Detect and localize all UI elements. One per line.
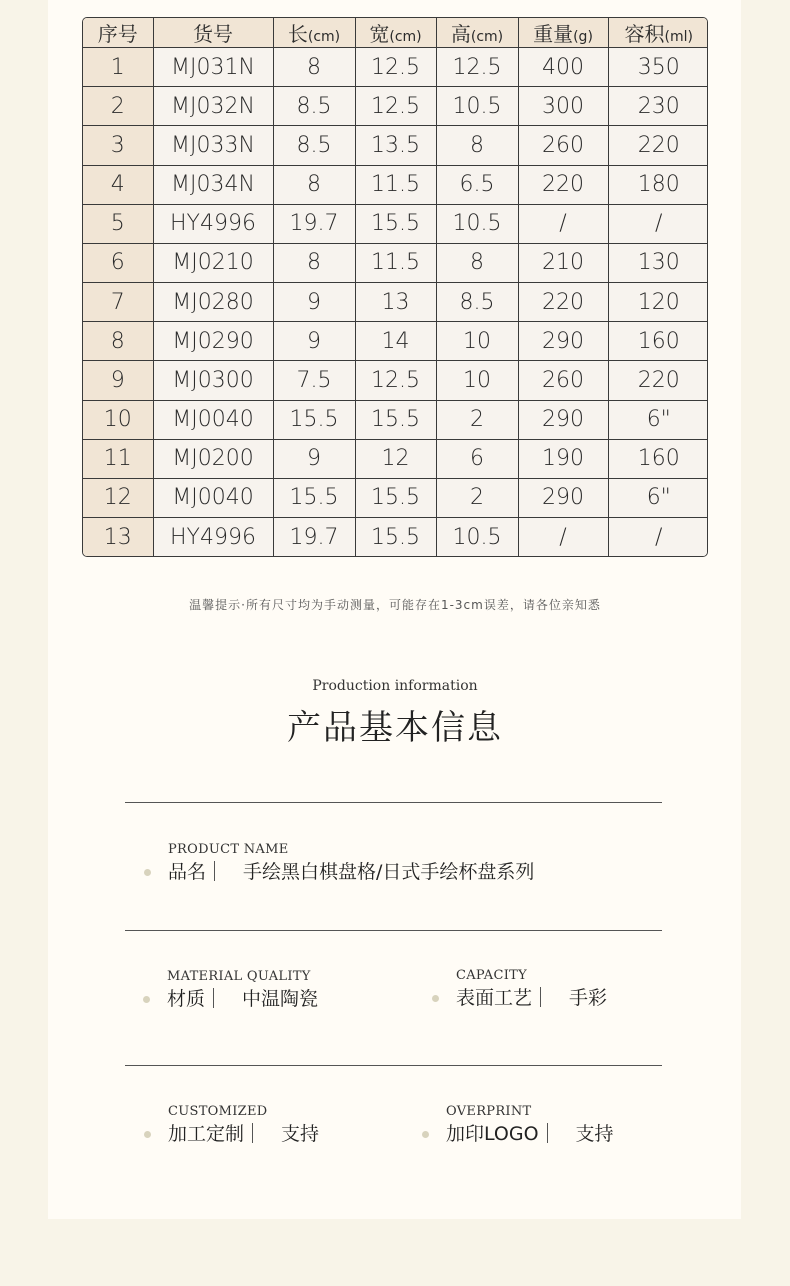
table-cell: MJ033N xyxy=(153,126,273,165)
table-cell: 7.5 xyxy=(273,361,355,400)
header-label: 容积 xyxy=(624,22,665,46)
bullet-icon xyxy=(143,996,150,1003)
section-title: 产品基本信息 xyxy=(287,708,503,748)
table-cell: 15.5 xyxy=(355,518,436,556)
table-cell: 11 xyxy=(83,439,153,478)
info-label: 加工定制 xyxy=(168,1123,245,1145)
table-row xyxy=(83,243,708,282)
table-cell: MJ0300 xyxy=(153,361,273,400)
table-cell: 15.5 xyxy=(355,204,436,243)
separator xyxy=(213,988,214,1008)
separator xyxy=(252,1123,253,1143)
table-cell: MJ0040 xyxy=(153,478,273,517)
table-cell: 8 xyxy=(273,165,355,204)
table-cell: 220 xyxy=(608,361,708,400)
header-label: 长 xyxy=(287,22,308,46)
table-header-row xyxy=(83,18,708,48)
table-header-cell xyxy=(83,18,153,48)
table-cell: 10 xyxy=(436,322,518,361)
separator xyxy=(547,1123,548,1143)
info-value: 手彩 xyxy=(569,987,608,1009)
table-cell: 6.5 xyxy=(436,165,518,204)
info-label-en: CUSTOMIZED xyxy=(168,1104,268,1119)
table-cell: 12 xyxy=(83,478,153,517)
table-cell: MJ032N xyxy=(153,87,273,126)
bullet-icon xyxy=(144,1131,151,1138)
header-unit: (cm) xyxy=(470,29,504,45)
header-unit: (cm) xyxy=(389,29,422,45)
table-header-cell xyxy=(608,18,708,48)
info-label-en: OVERPRINT xyxy=(446,1104,532,1119)
measurement-tip: 温馨提示·所有尺寸均为手动测量，可能存在1-3cm误差，请各位亲知悉 xyxy=(189,598,601,612)
info-label: 加印LOGO xyxy=(446,1123,539,1145)
table-cell: 13 xyxy=(355,283,436,322)
table-cell: 350 xyxy=(608,48,708,87)
table-row xyxy=(83,518,708,556)
table-row xyxy=(83,439,708,478)
bullet-icon xyxy=(432,995,439,1002)
table-cell: MJ034N xyxy=(153,165,273,204)
table-cell: 1 xyxy=(83,48,153,87)
info-value: 手绘黑白棋盘格/日式手绘杯盘系列 xyxy=(243,861,535,883)
header-label: 重量 xyxy=(533,22,574,46)
table-cell: 8 xyxy=(436,243,518,282)
table-cell: 120 xyxy=(608,283,708,322)
table-row xyxy=(83,126,708,165)
table-cell: 3 xyxy=(83,126,153,165)
table-cell: 12.5 xyxy=(355,48,436,87)
table-cell: / xyxy=(608,204,708,243)
table-cell: 15.5 xyxy=(355,478,436,517)
table-cell: MJ0210 xyxy=(153,243,273,282)
table-cell: 5 xyxy=(83,204,153,243)
info-line xyxy=(456,985,607,1011)
table-cell: 12 xyxy=(355,439,436,478)
table-cell: 10 xyxy=(436,361,518,400)
table-row xyxy=(83,165,708,204)
header-label: 序号 xyxy=(97,22,138,46)
table-cell: 10.5 xyxy=(436,87,518,126)
size-table-grid xyxy=(83,18,708,556)
table-cell: 6 xyxy=(436,439,518,478)
table-cell: 210 xyxy=(518,243,608,282)
info-line xyxy=(168,1121,319,1147)
table-cell: 220 xyxy=(608,126,708,165)
table-cell: 19.7 xyxy=(273,518,355,556)
size-table xyxy=(82,17,708,557)
table-cell: 14 xyxy=(355,322,436,361)
table-cell: 2 xyxy=(436,400,518,439)
table-header-cell xyxy=(273,18,355,48)
info-capacity xyxy=(456,967,607,1011)
divider xyxy=(125,1065,662,1066)
table-cell: 19.7 xyxy=(273,204,355,243)
info-line xyxy=(167,986,318,1012)
table-cell: / xyxy=(518,518,608,556)
table-cell: 300 xyxy=(518,87,608,126)
table-cell: 11.5 xyxy=(355,165,436,204)
table-cell: 130 xyxy=(608,243,708,282)
info-value: 支持 xyxy=(575,1123,614,1145)
table-row xyxy=(83,361,708,400)
info-material xyxy=(167,968,318,1012)
table-row xyxy=(83,204,708,243)
bullet-icon xyxy=(144,869,151,876)
table-row xyxy=(83,283,708,322)
info-value: 支持 xyxy=(281,1123,320,1145)
table-cell: 290 xyxy=(518,322,608,361)
header-unit: (ml) xyxy=(664,29,693,45)
table-cell: MJ0200 xyxy=(153,439,273,478)
header-unit: (g) xyxy=(573,29,593,45)
info-line xyxy=(168,859,534,885)
info-label: 材质 xyxy=(167,988,206,1010)
table-cell: / xyxy=(608,518,708,556)
table-header-cell xyxy=(436,18,518,48)
divider xyxy=(125,930,662,931)
table-cell: 190 xyxy=(518,439,608,478)
header-label: 高 xyxy=(450,22,471,46)
table-header-cell xyxy=(518,18,608,48)
info-product-name xyxy=(168,841,534,885)
table-cell: 160 xyxy=(608,322,708,361)
table-cell: 10 xyxy=(83,400,153,439)
table-cell: 15.5 xyxy=(355,400,436,439)
table-cell: 8.5 xyxy=(273,126,355,165)
separator xyxy=(214,861,215,881)
info-label-en: MATERIAL QUALITY xyxy=(167,969,311,984)
table-cell: 180 xyxy=(608,165,708,204)
table-cell: 8 xyxy=(273,48,355,87)
table-cell: 13 xyxy=(83,518,153,556)
table-cell: 15.5 xyxy=(273,478,355,517)
table-cell: 9 xyxy=(83,361,153,400)
table-cell: HY4996 xyxy=(153,518,273,556)
table-cell: 8 xyxy=(83,322,153,361)
info-label: 表面工艺 xyxy=(456,987,533,1009)
info-label-en: PRODUCT NAME xyxy=(168,842,289,857)
table-cell: MJ031N xyxy=(153,48,273,87)
table-header-cell xyxy=(355,18,436,48)
table-cell: 15.5 xyxy=(273,400,355,439)
info-line xyxy=(446,1121,614,1147)
table-cell: 160 xyxy=(608,439,708,478)
table-cell: 230 xyxy=(608,87,708,126)
bullet-icon xyxy=(422,1131,429,1138)
table-row xyxy=(83,478,708,517)
table-cell: 220 xyxy=(518,283,608,322)
table-cell: / xyxy=(518,204,608,243)
header-label: 宽 xyxy=(369,22,390,46)
info-overprint xyxy=(446,1103,614,1147)
table-row xyxy=(83,87,708,126)
table-cell: 4 xyxy=(83,165,153,204)
table-row xyxy=(83,400,708,439)
table-cell: 6" xyxy=(608,400,708,439)
table-cell: 10.5 xyxy=(436,204,518,243)
table-header-cell xyxy=(153,18,273,48)
table-cell: 9 xyxy=(273,439,355,478)
table-cell: HY4996 xyxy=(153,204,273,243)
table-cell: MJ0040 xyxy=(153,400,273,439)
section-subtitle-en: Production information xyxy=(312,678,478,694)
table-cell: 12.5 xyxy=(355,87,436,126)
table-cell: 6" xyxy=(608,478,708,517)
table-cell: 9 xyxy=(273,283,355,322)
header-unit: (cm) xyxy=(307,29,341,45)
table-row xyxy=(83,48,708,87)
header-label: 货号 xyxy=(193,22,233,46)
table-cell: MJ0280 xyxy=(153,283,273,322)
table-cell: 12.5 xyxy=(355,361,436,400)
divider xyxy=(125,802,662,803)
table-cell: 8 xyxy=(273,243,355,282)
info-customized xyxy=(168,1103,319,1147)
table-cell: 8.5 xyxy=(273,87,355,126)
table-cell: 7 xyxy=(83,283,153,322)
table-cell: MJ0290 xyxy=(153,322,273,361)
table-cell: 13.5 xyxy=(355,126,436,165)
separator xyxy=(540,987,541,1007)
table-cell: 11.5 xyxy=(355,243,436,282)
table-cell: 9 xyxy=(273,322,355,361)
info-value: 中温陶瓷 xyxy=(242,988,319,1010)
table-row xyxy=(83,322,708,361)
table-cell: 260 xyxy=(518,361,608,400)
table-cell: 220 xyxy=(518,165,608,204)
info-label-en: CAPACITY xyxy=(456,968,528,983)
table-cell: 12.5 xyxy=(436,48,518,87)
table-cell: 8 xyxy=(436,126,518,165)
table-cell: 8.5 xyxy=(436,283,518,322)
table-cell: 400 xyxy=(518,48,608,87)
table-cell: 2 xyxy=(436,478,518,517)
info-label: 品名 xyxy=(168,861,207,883)
table-cell: 10.5 xyxy=(436,518,518,556)
table-cell: 290 xyxy=(518,400,608,439)
table-cell: 260 xyxy=(518,126,608,165)
table-cell: 6 xyxy=(83,243,153,282)
table-cell: 2 xyxy=(83,87,153,126)
table-cell: 290 xyxy=(518,478,608,517)
